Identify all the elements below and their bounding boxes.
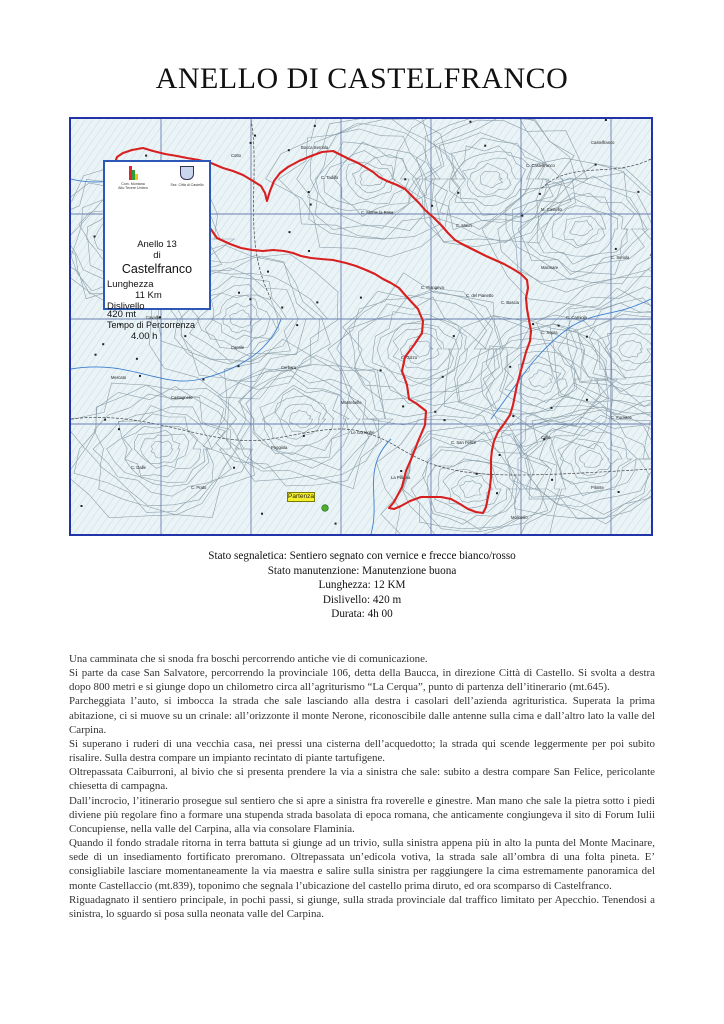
place-name: C. Gizzo [401, 355, 418, 360]
building [476, 473, 478, 475]
box-climb-label: Dislivello [107, 301, 145, 312]
box-ring-number: Anello 13 [137, 239, 177, 250]
building [558, 325, 560, 327]
trail-specs [0, 549, 724, 622]
place-name: C. Carniola [566, 315, 587, 320]
box-length-label: Lunghezza [107, 279, 154, 290]
place-name: Montebello [341, 400, 362, 405]
building [184, 335, 186, 337]
place-name: Castagneto [171, 395, 193, 400]
place-name: C. Dalle [131, 465, 146, 470]
cai-logo: Sez. Città di Castello [167, 166, 207, 187]
building [303, 435, 305, 437]
place-name: M. Castello [541, 207, 562, 212]
building [404, 178, 406, 180]
trail-description [69, 652, 655, 921]
building [102, 343, 104, 345]
place-name: Cotto [231, 153, 242, 158]
building [400, 470, 402, 472]
building [499, 454, 501, 456]
building [261, 513, 263, 515]
description-paragraph: Dall’incrocio, l’itinerario prosegue sul sentiero che si apre a sinistra fra roverelle e ginestre. Man mano che sale la pietra sotto i piedi diviene più regolare fino a formare una stupenda strada basolata di epoca romana, che anticamente congiungeva il sito di Forum Iulii Concupiense, nella valle del Carpina, alla via consolare Flaminia. [69, 794, 655, 835]
building [267, 271, 269, 273]
building [81, 505, 83, 507]
signage-status: Stato segnaletica: Sentiero segnato con vernice e frecce bianco/rosso [208, 550, 516, 562]
page-title: ANELLO DI CASTELFRANCO [155, 62, 569, 95]
place-name: C. Monte la Rosa [361, 210, 394, 215]
place-name: Pilonte [591, 485, 604, 490]
building [360, 297, 362, 299]
building [308, 191, 310, 193]
building [615, 248, 617, 250]
place-name: C. Castelfranco [526, 163, 555, 168]
building [104, 419, 106, 421]
place-name: C. San Felice [451, 440, 477, 445]
building [296, 324, 298, 326]
start-label: Partenza [288, 493, 315, 500]
building [314, 125, 316, 127]
maintenance-status: Stato manutenzione: Manutenzione buona [267, 564, 457, 577]
place-name: Molinello [511, 515, 528, 520]
trail-duration: Durata: 4h 00 [331, 608, 393, 621]
trail-climb: Dislivello: 420 m [322, 593, 402, 606]
building [202, 379, 204, 381]
building [402, 405, 404, 407]
building [539, 193, 541, 195]
logos [109, 166, 209, 198]
building [509, 366, 511, 368]
start-marker [322, 505, 329, 512]
building [637, 191, 639, 193]
place-name: Le Gorreghe [351, 430, 375, 435]
building [136, 358, 138, 360]
building [532, 323, 534, 325]
place-name: Colle [541, 435, 551, 440]
building [145, 155, 147, 157]
description-paragraph: Riguadagnato il sentiero principale, in pochi passi, si giunge, sulla strada provinciale dal traffico limitato per Apecchio. Tenendosi a sinistra, lo sguardo si posa sulla neonata valle del Carpina. [69, 893, 655, 920]
building [595, 164, 597, 166]
building [457, 192, 459, 194]
building [238, 365, 240, 367]
building [335, 523, 337, 525]
box-di: di [153, 250, 161, 261]
building [551, 479, 553, 481]
place-name: C. del Pianetto [466, 293, 494, 298]
building [469, 121, 471, 123]
place-name: C. Seriola [611, 255, 630, 260]
place-name: C. Fornace [611, 415, 632, 420]
place-name: Poggiola [271, 445, 288, 450]
box-time-label: Tempo di Percorrenza [107, 320, 196, 330]
box-length-value: 11 Km [135, 290, 162, 301]
building [249, 298, 251, 300]
place-name: Mercato [111, 375, 127, 380]
place-name: Cavalle [146, 315, 160, 320]
place-name: C. Mauri [456, 223, 472, 228]
description-paragraph: Si parte da case San Salvatore, percorrendo la provinciale 106, detta della Baucca, in direzione Città di Castello. Si svolta a destra dopo 800 metri e si giunge dopo un chilometro circa all’agriturismo “La Cerqua”, punto di partenza dell’itinerario (mt.645). [69, 667, 655, 694]
building [308, 250, 310, 252]
place-name: Caprile [231, 345, 245, 350]
building [484, 145, 486, 147]
description-paragraph: Oltrepassata Caiburroni, al bivio che si presenta prendere la via a sinistra che sale: subito a destra compare San Felice, pericolante chiesetta di campagna. [69, 766, 655, 793]
building [551, 407, 553, 409]
building [618, 491, 620, 493]
building [605, 119, 607, 121]
building [139, 375, 141, 377]
building [586, 399, 588, 401]
building [586, 336, 588, 338]
description-paragraph: Una camminata che si snoda fra boschi percorrendo antiche vie di comunicazione. [69, 653, 428, 665]
trail-length: Lunghezza: 12 KM [318, 579, 406, 592]
place-name: Bocca Serriola [301, 145, 329, 150]
trail-map [69, 117, 653, 536]
box-place-name: Castelfranco [121, 262, 193, 276]
place-name: C. Tadillo [321, 175, 339, 180]
building [238, 292, 240, 294]
place-name: C. Bascia [501, 300, 519, 305]
box-climb-value: 420 mt [107, 309, 137, 320]
building [444, 419, 446, 421]
building [310, 204, 312, 206]
comunita-montana-logo: Com. Montana Alto Tevere Umbro [113, 166, 153, 190]
building [316, 301, 318, 303]
building [434, 411, 436, 413]
trail-info-box [103, 160, 211, 310]
description-paragraph: Parcheggiata l’auto, si imbocca la strada che sale lasciando alla destra i casolari dell’azienda agrituristica. Superata la prima abitazione, ci si muove su un crinale: all’orizzonte il monte Nerone, riconoscibile dalle antenne sulla cima e dall’altro lato la valle del Carpina. [69, 695, 655, 736]
building [453, 335, 455, 337]
building [442, 376, 444, 378]
building [118, 428, 120, 430]
description-paragraph: Si superano i ruderi di una vecchia casa, nei pressi una cisterna dell’acquedotto; la strada qui scende leggermente per poi subito risalire. Sulla destra compare un impianto recintato di piante tartufigene. [69, 737, 655, 765]
building [496, 492, 498, 494]
place-name: C. Piangeva [421, 285, 444, 290]
building [512, 415, 514, 417]
building [288, 149, 290, 151]
place-name: Cerbara [281, 365, 297, 370]
building [233, 467, 235, 469]
building [289, 231, 291, 233]
description-paragraph: Quando il fondo stradale ritorna in terra battuta si giunge ad un trivio, sulla sinistra appena più in alto la punta del Monte Macinare, sede di un insediamento fortificato preromano. Oltrepassata un’edicola votiva, la strada sale all’ombra di una folta pineta. E’ consigliabile lasciare momentaneamente la via maestra e salire sulla sinistra per raggiungere la cima estremamente panoramica del monte Castellaccio (mt.839), toponimo che segnala l’ubicazione del castello prima diruto, ed ora scomparso di Castelfranco. [69, 837, 655, 892]
place-name: C. Sopra [541, 330, 558, 335]
place-name: C. Prato [191, 485, 207, 490]
building [95, 354, 97, 356]
place-name: Macinare [541, 265, 559, 270]
building [431, 205, 433, 207]
box-time-value: 4.00 h [131, 331, 158, 342]
building [380, 369, 382, 371]
building [94, 236, 96, 238]
building [521, 215, 523, 217]
building [281, 307, 283, 309]
building [651, 254, 652, 256]
place-name: La Pilliana [391, 475, 411, 480]
building [250, 142, 252, 144]
building [254, 135, 256, 137]
place-name: Castelfranco [591, 140, 615, 145]
